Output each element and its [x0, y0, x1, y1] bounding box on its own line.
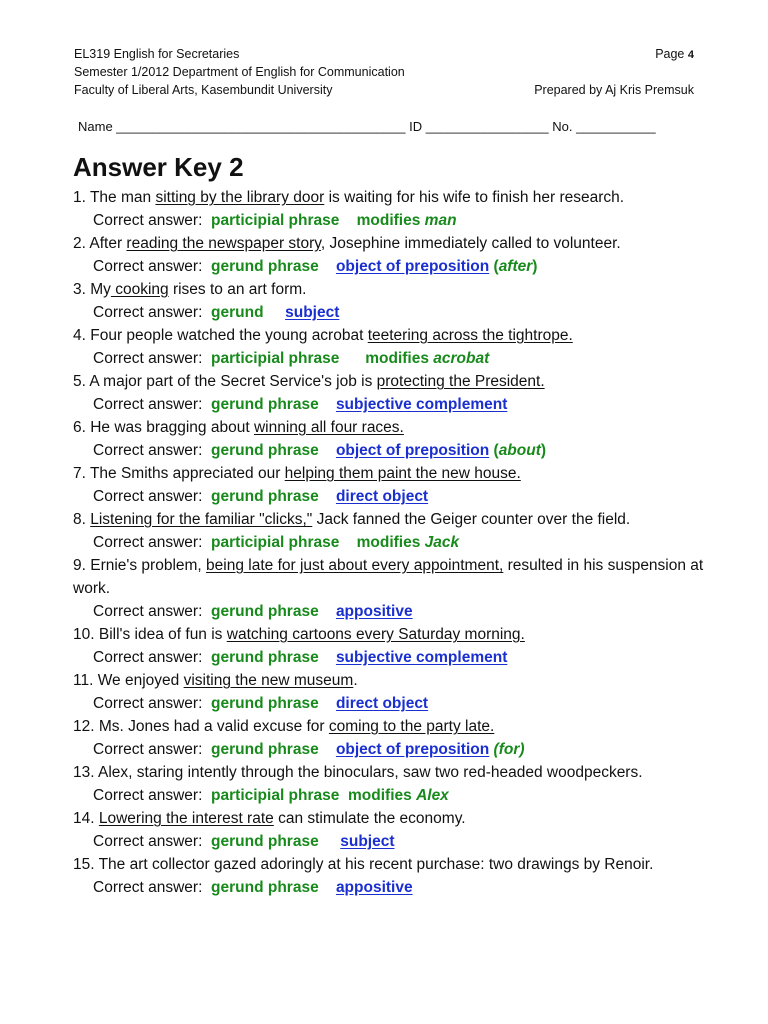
- page-number: 4: [687, 49, 694, 61]
- question-3: 3. My cooking rises to an art form.: [73, 281, 307, 298]
- question-15: 15. The art collector gazed adoringly at his recent purchase: two drawings by Renoir.: [73, 856, 654, 873]
- semester-line: Semester 1/2012 Department of English for Communication: [74, 65, 405, 79]
- answer-6: Correct answer: gerund phrase object of preposition (about): [93, 442, 547, 459]
- name-id-line: Name ________________________________________ ID _________________ No. ___________: [78, 119, 656, 134]
- answer-13: Correct answer: participial phrase modifies Alex: [93, 787, 449, 804]
- question-6: 6. He was bragging about winning all four races.: [73, 419, 404, 436]
- answer-1: Correct answer: participial phrase modifies man: [93, 212, 457, 229]
- answer-7: Correct answer: gerund phrase direct object: [93, 488, 429, 505]
- page-label: Page: [655, 47, 685, 61]
- answer-14: Correct answer: gerund phrase subject: [93, 833, 395, 850]
- question-4: 4. Four people watched the young acrobat teetering across the tightrope.: [73, 327, 573, 344]
- answer-8: Correct answer: participial phrase modifies Jack: [93, 534, 460, 551]
- question-13: 13. Alex, staring intently through the binoculars, saw two red-headed woodpeckers.: [73, 764, 643, 781]
- answer-3: Correct answer: gerund subject: [93, 304, 340, 321]
- question-8: 8. Listening for the familiar "clicks," Jack fanned the Geiger counter over the field.: [73, 511, 631, 528]
- answer-list: [73, 186, 713, 899]
- faculty-line: Faculty of Liberal Arts, Kasembundit University: [74, 83, 333, 97]
- answer-4: Correct answer: participial phrase modifies acrobat: [93, 350, 490, 367]
- question-12: 12. Ms. Jones had a valid excuse for coming to the party late.: [73, 718, 495, 735]
- course-title: EL319 English for Secretaries: [74, 47, 240, 61]
- answer-9: Correct answer: gerund phrase appositive: [93, 603, 413, 620]
- page-indicator: [655, 45, 694, 64]
- question-7: 7. The Smiths appreciated our helping them paint the new house.: [73, 465, 521, 482]
- prepared-by: Prepared by Aj Kris Premsuk: [534, 83, 694, 97]
- question-14: 14. Lowering the interest rate can stimulate the economy.: [73, 810, 466, 827]
- answer-15: Correct answer: gerund phrase appositive: [93, 879, 413, 896]
- question-9: 9. Ernie's problem, being late for just about every appointment, resulted in his suspension at work.: [73, 557, 704, 597]
- answer-11: Correct answer: gerund phrase direct object: [93, 695, 429, 712]
- page-title: Answer Key 2: [73, 152, 244, 182]
- header-info: [74, 45, 405, 99]
- question-10: 10. Bill's idea of fun is watching cartoons every Saturday morning.: [73, 626, 525, 643]
- answer-2: Correct answer: gerund phrase object of preposition (after): [93, 258, 538, 275]
- question-1: 1. The man sitting by the library door is waiting for his wife to finish her research.: [73, 189, 625, 206]
- answer-5: Correct answer: gerund phrase subjective complement: [93, 396, 508, 413]
- question-11: 11. We enjoyed visiting the new museum.: [73, 672, 358, 689]
- answer-12: Correct answer: gerund phrase object of preposition (for): [93, 741, 525, 758]
- answer-10: Correct answer: gerund phrase subjective complement: [93, 649, 508, 666]
- question-5: 5. A major part of the Secret Service's job is protecting the President.: [73, 373, 545, 390]
- question-2: 2. After reading the newspaper story, Josephine immediately called to volunteer.: [73, 235, 621, 252]
